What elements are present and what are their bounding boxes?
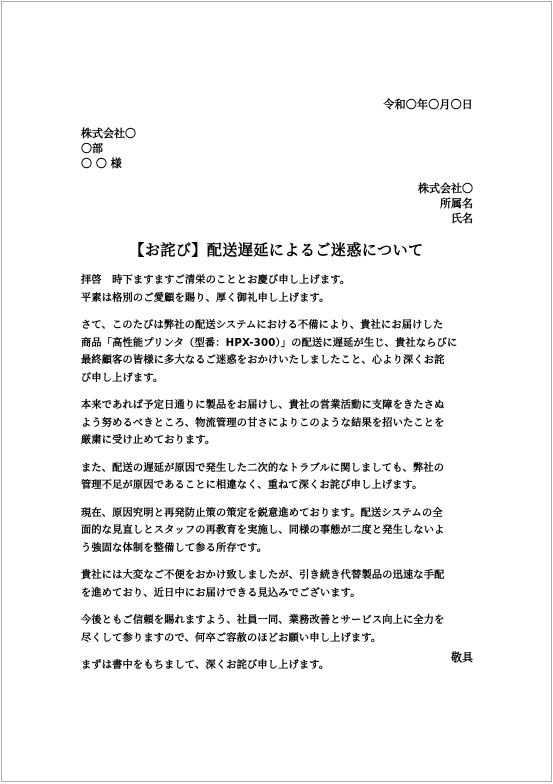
paragraph-line: び申し上げます。 [81, 372, 164, 384]
recipient-company: 株式会社〇 [81, 127, 136, 140]
paragraph-line: 商品「高性能プリンタ（型番：HPX-300）」の配送に遅延が生じ、貴社ならびに [81, 337, 458, 349]
body-paragraph [81, 317, 477, 387]
paragraph-line: 本来であれば予定日通りに製品をお届けし、貴社の営業活動に支障をきたさぬ [81, 400, 445, 411]
paragraph-line: 面的な見直しとスタッフの再教育を実施し、同様の事態が二度と発生しないよ [81, 525, 445, 536]
paragraph-line: さて、このたびは弊社の配送システムにおける不備により、貴社にお届けした [81, 320, 444, 331]
body-paragraph [81, 567, 477, 602]
closing-word: 敬具 [451, 651, 473, 664]
body-paragraph [81, 657, 477, 675]
sender-department: 所属名 [440, 197, 473, 210]
body-paragraph [81, 272, 477, 307]
paragraph-line: 尽くして参りますので、何卒ご容赦のほどお願い申し上げます。 [81, 632, 382, 644]
paragraph-line: 貴社には大変なご不便をおかけ致しましたが、引き続き代替製品の迅速な手配 [81, 570, 445, 581]
paragraph-line: 今後ともご信頼を賜れますよう、社員一同、業務改善とサービス向上に全力を [81, 615, 445, 626]
letter-title: 【お詫び】配送遅延によるご迷惑について [129, 241, 424, 259]
recipient-name: 〇 〇 様 [81, 157, 122, 170]
paragraph-line: よう努めるべきところ、物流管理の甘さによりこのような結果を招いたことを [81, 417, 445, 429]
paragraph-line: 現在、原因究明と再発防止策の策定を鋭意進めております。配送システムの全 [81, 507, 443, 519]
sender-block [418, 181, 473, 226]
paragraph-line: 厳粛に受け止めております。 [81, 435, 216, 446]
paragraph-line: 管理不足が原因であることに相違なく、重ねて深くお詫び申し上げます。 [81, 480, 423, 491]
recipient-department: 〇部 [81, 142, 103, 155]
paragraph-line: 拝啓 時下ますますご清栄のこととお慶び申し上げます。 [81, 275, 351, 286]
body-paragraph [81, 612, 477, 647]
letter-page [1, 1, 552, 782]
paragraph-line: また、配送の遅延が原因で発生した二次的なトラブルに関しましても、弊社の [81, 462, 445, 474]
recipient-block [81, 126, 136, 171]
paragraph-line: 平素は格別のご愛顧を賜り、厚く御礼申し上げます。 [81, 292, 330, 304]
sender-name: 氏名 [451, 212, 473, 225]
body-paragraph [81, 397, 477, 450]
paragraph-line: を進めており、近日中にお届けできる見込みでございます。 [81, 587, 361, 599]
body-paragraph [81, 460, 477, 495]
body-paragraph [81, 505, 477, 558]
paragraph-line: う強固な体制を整備して参る所存です。 [81, 542, 268, 554]
paragraph-line: まずは書中をもちまして、深くお詫び申し上げます。 [81, 660, 330, 671]
letter-body [81, 272, 477, 685]
paragraph-line: 最終顧客の皆様に多大なるご迷惑をおかけいたしましたこと、心より深くお詫 [81, 355, 445, 366]
sender-company: 株式会社〇 [418, 182, 473, 195]
letter-date: 令和〇年〇月〇日 [383, 98, 473, 111]
